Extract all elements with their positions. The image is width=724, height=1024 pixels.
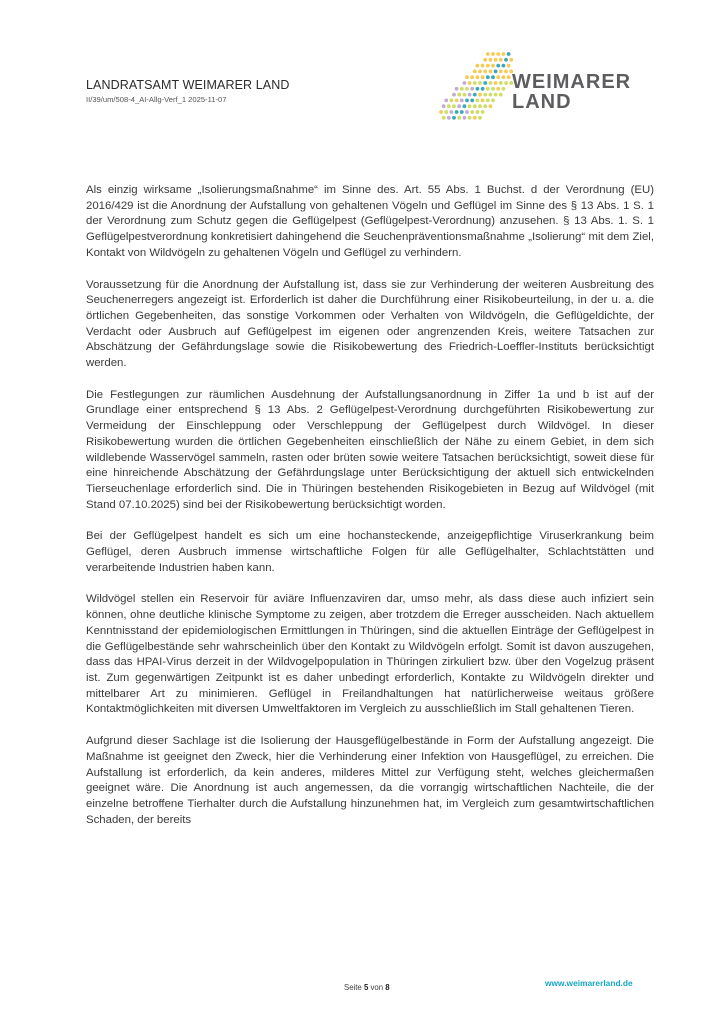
- logo-text-line1: WEIMARER: [512, 71, 632, 93]
- paragraph-wild-birds-reservoir: Wildvögel stellen ein Reservoir für aviäre Influenzaviren dar, umso mehr, als dass diese auch infiziert sein können, ohne deutliche klinische Symptome zu zeigen, aber trotzdem die Erreger ausscheiden. Nach aktuellem Kenntnisstand der epidemiologischen Ermittlungen in Thüringen, sind die aktuellen Einträge der Geflügelpest in die Geflügelbestände sehr wahrscheinlich über den Kontakt zu Wildvögeln erfolgt. Somit ist davon auszugehen, dass das HPAI-Virus derzeit in der Wildvogelpopulation in Thüringen zirkuliert bzw. über den Vogelzug präsent ist. Zum gegenwärtigen Zeitpunkt ist es daher unbedingt erforderlich, Kontakte zu Wildvögeln direkter und mittelbarer Art zu minimieren. Geflügel in Freilandhaltungen hat natürlicherweise weitaus größere Kontaktmöglichkeiten mit diversen Umweltfaktoren im Vergleich zu ausschließlich im Stall gehaltenen Tieren.: [86, 593, 654, 716]
- organization-name: LANDRATSAMT WEIMARER LAND: [86, 78, 290, 92]
- logo-text-line2: LAND: [512, 91, 572, 113]
- paragraph-spatial-extent: Die Festlegungen zur räumlichen Ausdehnung der Aufstallungsanordnung in Ziffer 1a und b ist auf der Grundlage einer entsprechend § 13 Abs. 2 Geflügelpest-Verordnung durchgeführten Risikobewertung zur Vermeidung der Einschleppung oder Verschleppung der Geflügelpest durch Wildvögel. In dieser Risikobewertung wurden die örtlichen Gegebenheiten einschließlich der Nähe zu einem Gebiet, in dem sich wildlebende Wasservögel sammeln, rasten oder brüten sowie weitere Tatsachen berücksichtigt, soweit diese für eine hinreichende Abschätzung der Gefährdungslage unter Berücksichtigung der aktuell sich entwickelnden Tierseuchenlage erforderlich sind. Die in Thüringen bestehenden Risikogebieten in Bezug auf Wildvögel (mit Stand 07.10.2025) sind bei der Risikobewertung berücksichtigt worden.: [86, 388, 654, 511]
- document-reference: II/39/um/508-4_AI-Allg-Verf_1 2025-11-07: [86, 95, 227, 104]
- total-pages: 8: [385, 983, 390, 992]
- page-number: Seite 5 von 8: [344, 983, 390, 992]
- document-body: [86, 183, 654, 844]
- paragraph-avian-flu-definition: Bei der Geflügelpest handelt es sich um eine hochansteckende, anzeigepflichtige Viruserkrankung beim Geflügel, deren Ausbruch immense wirtschaftliche Folgen für alle Geflügelhalter, Schlachtstätten und verarbeitende Industrien haben kann.: [86, 530, 654, 574]
- website-link[interactable]: www.weimarerland.de: [545, 978, 633, 988]
- current-page: 5: [363, 983, 369, 992]
- paragraph-isolation-measure: Als einzig wirksame „Isolierungsmaßnahme“ im Sinne des. Art. 55 Abs. 1 Buchst. d der Verordnung (EU) 2016/429 ist die Anordnung der Aufstallung von gehaltenen Vögeln und Geflügel im Sinne des § 13 Abs. 1 S. 1 der Verordnung zum Schutz gegen die Geflügelpest (Geflügelpest-Verordnung) anzusehen. § 13 Abs. 1. S. 1 Geflügelpestverordnung konkretisiert dahingehend die Seuchenpräventionsmaßnahme „Isolierung“ mit dem Ziel, Kontakt von Wildvögeln zu gehaltenen Vögeln und Geflügel zu verhindern.: [86, 184, 654, 259]
- paragraph-proportionality: Aufgrund dieser Sachlage ist die Isolierung der Hausgeflügelbestände in Form der Aufstallung angezeigt. Die Maßnahme ist geeignet den Zweck, hier die Verhinderung einer Infektion von Hausgeflügel, zu erreichen. Die Aufstallung ist erforderlich, da kein anderes, milderes Mittel zur Verfügung steht, welches gleichermaßen geeignet wäre. Die Anordnung ist auch angemessen, da die vorrangig wirtschaftlichen Nachteile, die der einzelne betroffene Tierhalter durch die Aufstallung hinzunehmen hat, im Vergleich zum gesamtwirtschaftlichen Schaden, der bereits: [86, 735, 654, 826]
- paragraph-prerequisite: Voraussetzung für die Anordnung der Aufstallung ist, dass sie zur Verhinderung der weiteren Ausbreitung des Seuchenerregers angezeigt ist. Erforderlich ist daher die Durchführung einer Risikobeurteilung, in der u. a. die örtlichen Gegebenheiten, das sonstige Vorkommen oder Verhalten von Wildvögeln, die Geflügeldichte, der Verdacht oder Ausbruch auf Geflügelpest im eigenen oder angrenzenden Kreis, weitere Tatsachen zur Abschätzung der Gefährdungslage sowie die Risikobewertung des Friedrich-Loeffler-Instituts berücksichtigt werden.: [86, 278, 654, 370]
